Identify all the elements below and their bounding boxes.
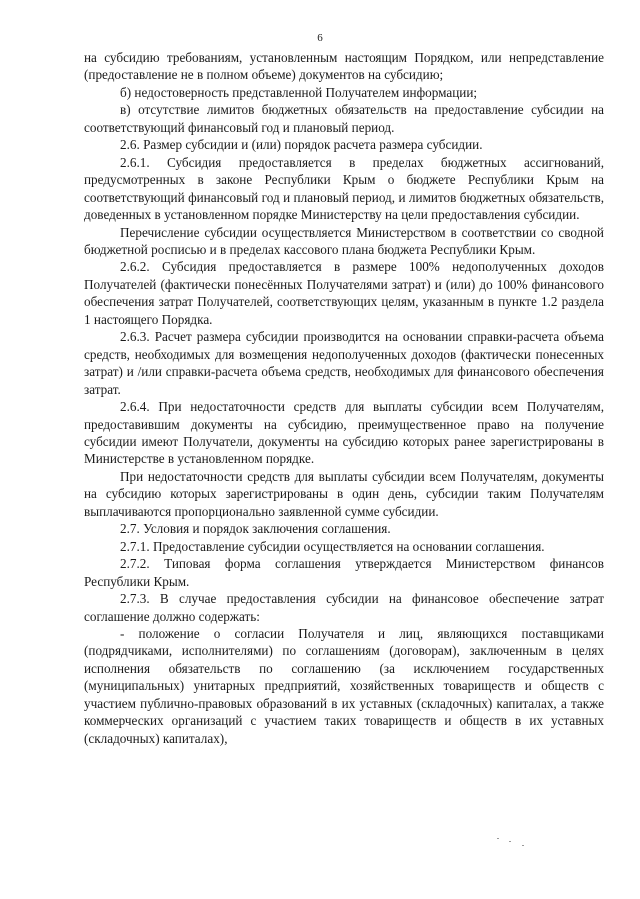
page-number: 6 xyxy=(317,32,323,44)
paragraph-2-6-4: 2.6.4. При недостаточности средств для выплаты субсидии всем Получателям, предоставившим документы на субсидию, преимущественное право на получение субсидии имеют Получатели, документы на субсидию которых ранее зарегистрированы в Министерстве в установленном порядке. xyxy=(84,399,604,467)
paragraph-transfer: Перечисление субсидии осуществляется Министерством в соответствии со сводной бюджетной росписью и в пределах кассового плана бюджета Республики Крым. xyxy=(84,224,604,257)
paragraph-2-6-1: 2.6.1. Субсидия предоставляется в пределах бюджетных ассигнований, предусмотренных в законе Республики Крым о бюджете Республики Крым на соответствующий финансовый год и плановый период, и лимитов бюджетных обязательств, доведенных в установленном порядке Министерству на цели предоставления субсидии. xyxy=(84,154,604,223)
paragraph-consent: - положение о согласии Получателя и лиц, являющихся поставщиками (подрядчиками, исполнителями) по соглашениям (договорам), заключенным в целях исполнения обязательств по соглашению (за исключением государственных (муниципальных) унитарных предприятий, хозяйственных товариществ и обществ с участием публично-правовых образований в их уставных (складочных) капиталах, а также коммерческих организаций с участием таких товариществ и обществ в их уставных (складочных) капиталах), xyxy=(84,625,604,746)
paragraph-2-7-3: 2.7.3. В случае предоставления субсидии на финансовое обеспечение затрат соглашение должно содержать: xyxy=(84,591,604,624)
section-heading-2-6: 2.6. Размер субсидии и (или) порядок расчета размера субсидии. xyxy=(120,137,483,153)
paragraph-item-v: в) отсутствие лимитов бюджетных обязательств на предоставление субсидии на соответствующий финансовый год и плановый период. xyxy=(84,102,604,135)
scan-speck xyxy=(509,841,511,842)
paragraph-insufficient-funds: При недостаточности средств для выплаты субсидии всем Получателям, документы на субсидию которых зарегистрированы в один день, субсидии таким Получателям выплачиваются пропорционально заявленной сумме субсидии. xyxy=(84,468,604,519)
paragraph-2-7-1: 2.7.1. Предоставление субсидии осуществляется на основании соглашения. xyxy=(120,538,545,554)
paragraph-2-6-3: 2.6.3. Расчет размера субсидии производится на основании справки-расчета объема средств, необходимых для возмещения недополученных доходов (фактически понесенных затрат) и /или справки-расчета объема средств, необходимых для финансового обеспечения затрат. xyxy=(84,329,604,397)
paragraph-2-6-2: 2.6.2. Субсидия предоставляется в размере 100% недополученных доходов Получателей (фактически понесённых Получателями затрат) и (или) до 100% финансового обеспечения затрат Получателей, соответствующих целям, указанным в пункте 1.2 раздела 1 настоящего Порядка. xyxy=(84,259,604,327)
paragraph-item-b: б) недостоверность представленной Получателем информации; xyxy=(120,84,478,100)
scan-speck xyxy=(497,838,499,839)
scan-speck xyxy=(522,845,524,846)
section-heading-2-7: 2.7. Условия и порядок заключения соглашения. xyxy=(120,521,391,537)
paragraph-2-7-2: 2.7.2. Типовая форма соглашения утверждается Министерством финансов Республики Крым. xyxy=(84,556,604,589)
body-text xyxy=(84,49,604,747)
paragraph-requirements-continuation: на субсидию требованиям, установленным настоящим Порядком, или непредставление (предоставление не в полном объеме) документов на субсидию; xyxy=(84,50,604,83)
